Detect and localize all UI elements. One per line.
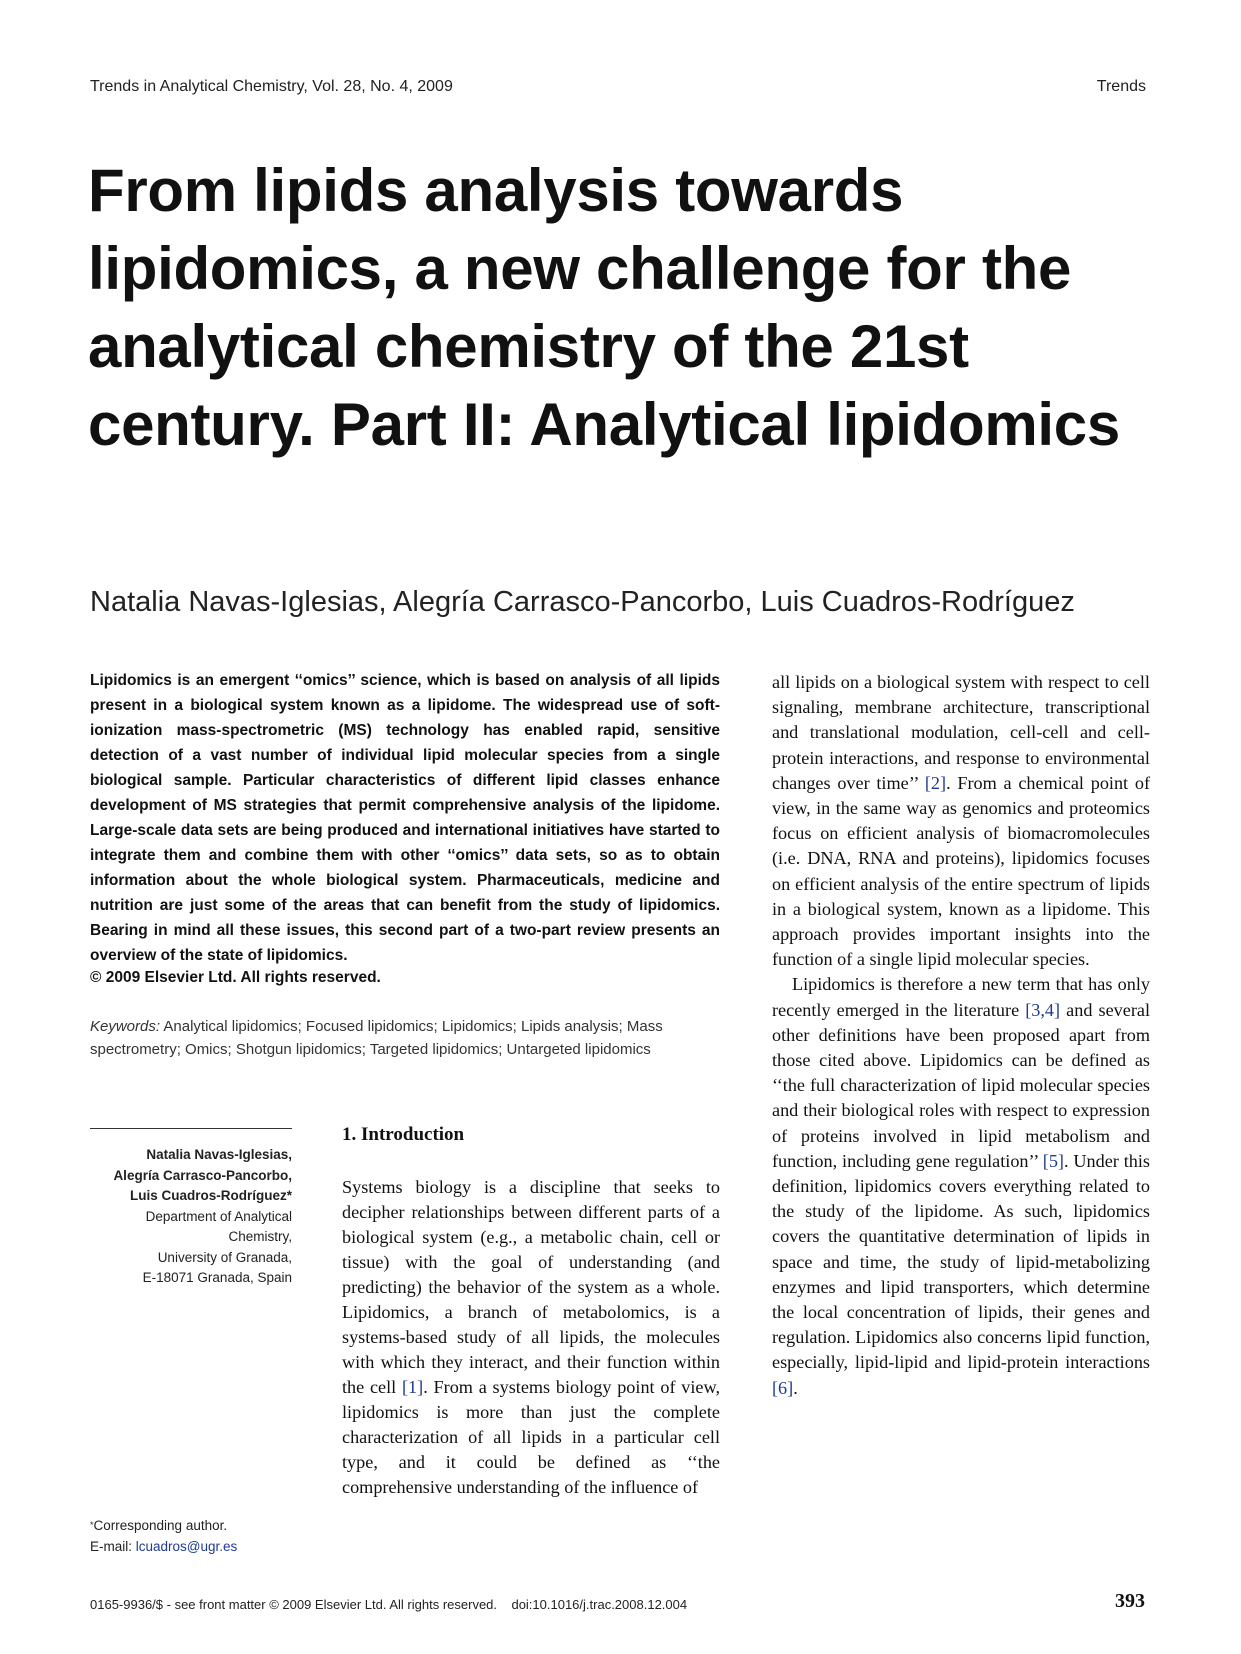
corresponding-author-note xyxy=(90,1515,237,1557)
affiliation-department: Department of Analytical Chemistry, xyxy=(145,1208,292,1244)
intro-text-part: . From a systems biology point of view, lipidomics is more than just the complete characterization of all lipids in a particular cell type, and it could be defined as ‘‘the comprehensive understanding of the influence of xyxy=(342,1377,720,1497)
reference-link-6[interactable]: [6] xyxy=(772,1377,794,1398)
affiliation-author: Natalia Navas-Iglesias, xyxy=(146,1147,292,1162)
affiliation-author: Luis Cuadros-Rodríguez* xyxy=(129,1188,292,1203)
body-paragraph xyxy=(772,972,1150,1400)
right-column xyxy=(772,670,1150,1401)
affiliation-author: Alegría Carrasco-Pancorbo, xyxy=(113,1167,292,1183)
page-number: 393 xyxy=(1115,1590,1145,1612)
reference-link-2[interactable]: [2] xyxy=(924,772,947,793)
reference-link-5[interactable]: [5] xyxy=(1042,1150,1064,1171)
affiliation-city: E-18071 Granada, Spain xyxy=(142,1270,292,1285)
intro-paragraph xyxy=(342,1175,720,1500)
footer-front-matter: 0165-9936/$ - see front matter © 2009 Elsevier Ltd. All rights reserved. doi:10.1016/j.trac.2008.12.004 xyxy=(90,1597,688,1612)
affiliation-university: University of Granada, xyxy=(157,1249,292,1265)
body-text-part: . From a chemical point of view, in the same way as genomics and proteomics focus on efficient analysis of biomacromolecules (i.e. DNA, RNA and proteins), lipidomics focuses on efficient analysis of the entire spectrum of lipids in a biological system, known as a lipidome. This approach provides important insights into the function of a single lipid molecular species. xyxy=(772,772,1151,970)
footnote-mark: * xyxy=(90,1520,94,1530)
body-paragraph xyxy=(772,670,1150,972)
body-text-part: all lipids on a biological system with respect to cell signaling, membrane architecture, transcriptional and translational modulation, cell-cell and cell-protein interactions, and response to environmental changes over time’’ xyxy=(772,672,1150,793)
intro-text-part: Systems biology is a discipline that seeks to decipher relationships between different parts of a biological system (e.g., a metabolic chain, cell or tissue) with the goal of understanding (and predicting) the behavior of the system as a whole. Lipidomics, a branch of metabolomics, is a systems-based study of all lipids, the molecules with which they interact, and their function within the cell xyxy=(342,1177,720,1397)
section-label: Trends xyxy=(1096,78,1146,95)
abstract: Lipidomics is an emergent ‘‘omics’’ science, which is based on analysis of all lipids present in a biological system known as a lipidome. The widespread use of soft-ionization mass-spectrometric (MS) technology has enabled rapid, sensitive detection of a vast number of individual lipid molecular species from a single biological sample. Particular characteristics of different lipid classes enhance development of MS strategies that permit comprehensive analysis of the lipidome. Large-scale data sets are being produced and international initiatives have started to integrate them and combine them with other ‘‘omics’’ data sets, so as to obtain information about the whole biological system. Pharmaceuticals, medicine and nutrition are just some of the areas that can benefit from the study of lipidomics. Bearing in mind all these issues, this second part of a two-part review presents an overview of the state of lipidomics. xyxy=(90,672,720,964)
sidebar-divider xyxy=(90,1128,292,1129)
email-label: E-mail: xyxy=(90,1539,133,1554)
section-heading-introduction: 1. Introduction xyxy=(342,1124,465,1145)
keywords-label: Keywords: xyxy=(90,1018,161,1035)
affiliation-block xyxy=(90,1145,292,1289)
corresponding-label: Corresponding author. xyxy=(93,1518,228,1533)
reference-link-3-4[interactable]: [3,4] xyxy=(1025,999,1061,1020)
body-text-part: Lipidomics is therefore a new term that has only recently emerged in the literature xyxy=(772,974,1150,1020)
reference-link-1[interactable]: [1] xyxy=(402,1377,424,1397)
author-list: Natalia Navas-Iglesias, Alegría Carrasco-Pancorbo, Luis Cuadros-Rodríguez xyxy=(90,586,1075,618)
article-title: From lipids analysis towards lipidomics, a new challenge for the analytical chemistry of the 21st century. Part II: Analytical lipidomics xyxy=(88,157,1120,458)
keywords xyxy=(90,1015,720,1061)
body-text-part: . Under this definition, lipidomics covers everything related to the study of the lipidome. As such, lipidomics covers the quantitative determination of lipids in space and time, the study of lipid-metabolizing enzymes and lipid transporters, which determine the local concentration of lipids, their genes and regulation. Lipidomics also concerns lipid function, especially, lipid-lipid and lipid-protein interactions xyxy=(772,1150,1150,1373)
journal-citation: Trends in Analytical Chemistry, Vol. 28, No. 4, 2009 xyxy=(90,78,453,95)
keywords-text: Analytical lipidomics; Focused lipidomics; Lipidomics; Lipids analysis; Mass spectrometry; Omics; Shotgun lipidomics; Targeted lipidomics; Untargeted lipidomics xyxy=(90,1018,663,1058)
abstract-copyright: © 2009 Elsevier Ltd. All rights reserved. xyxy=(90,969,381,986)
body-text-part: and several other definitions have been proposed apart from those cited above. Lipidomics can be defined as ‘‘the full characterization of lipid molecular species and their biological roles with respect to expression of proteins involved in lipid metabolism and function, including gene regulation’’ xyxy=(772,999,1151,1171)
email-link[interactable]: lcuadros@ugr.es xyxy=(135,1539,238,1554)
body-text-part: . xyxy=(793,1377,798,1398)
